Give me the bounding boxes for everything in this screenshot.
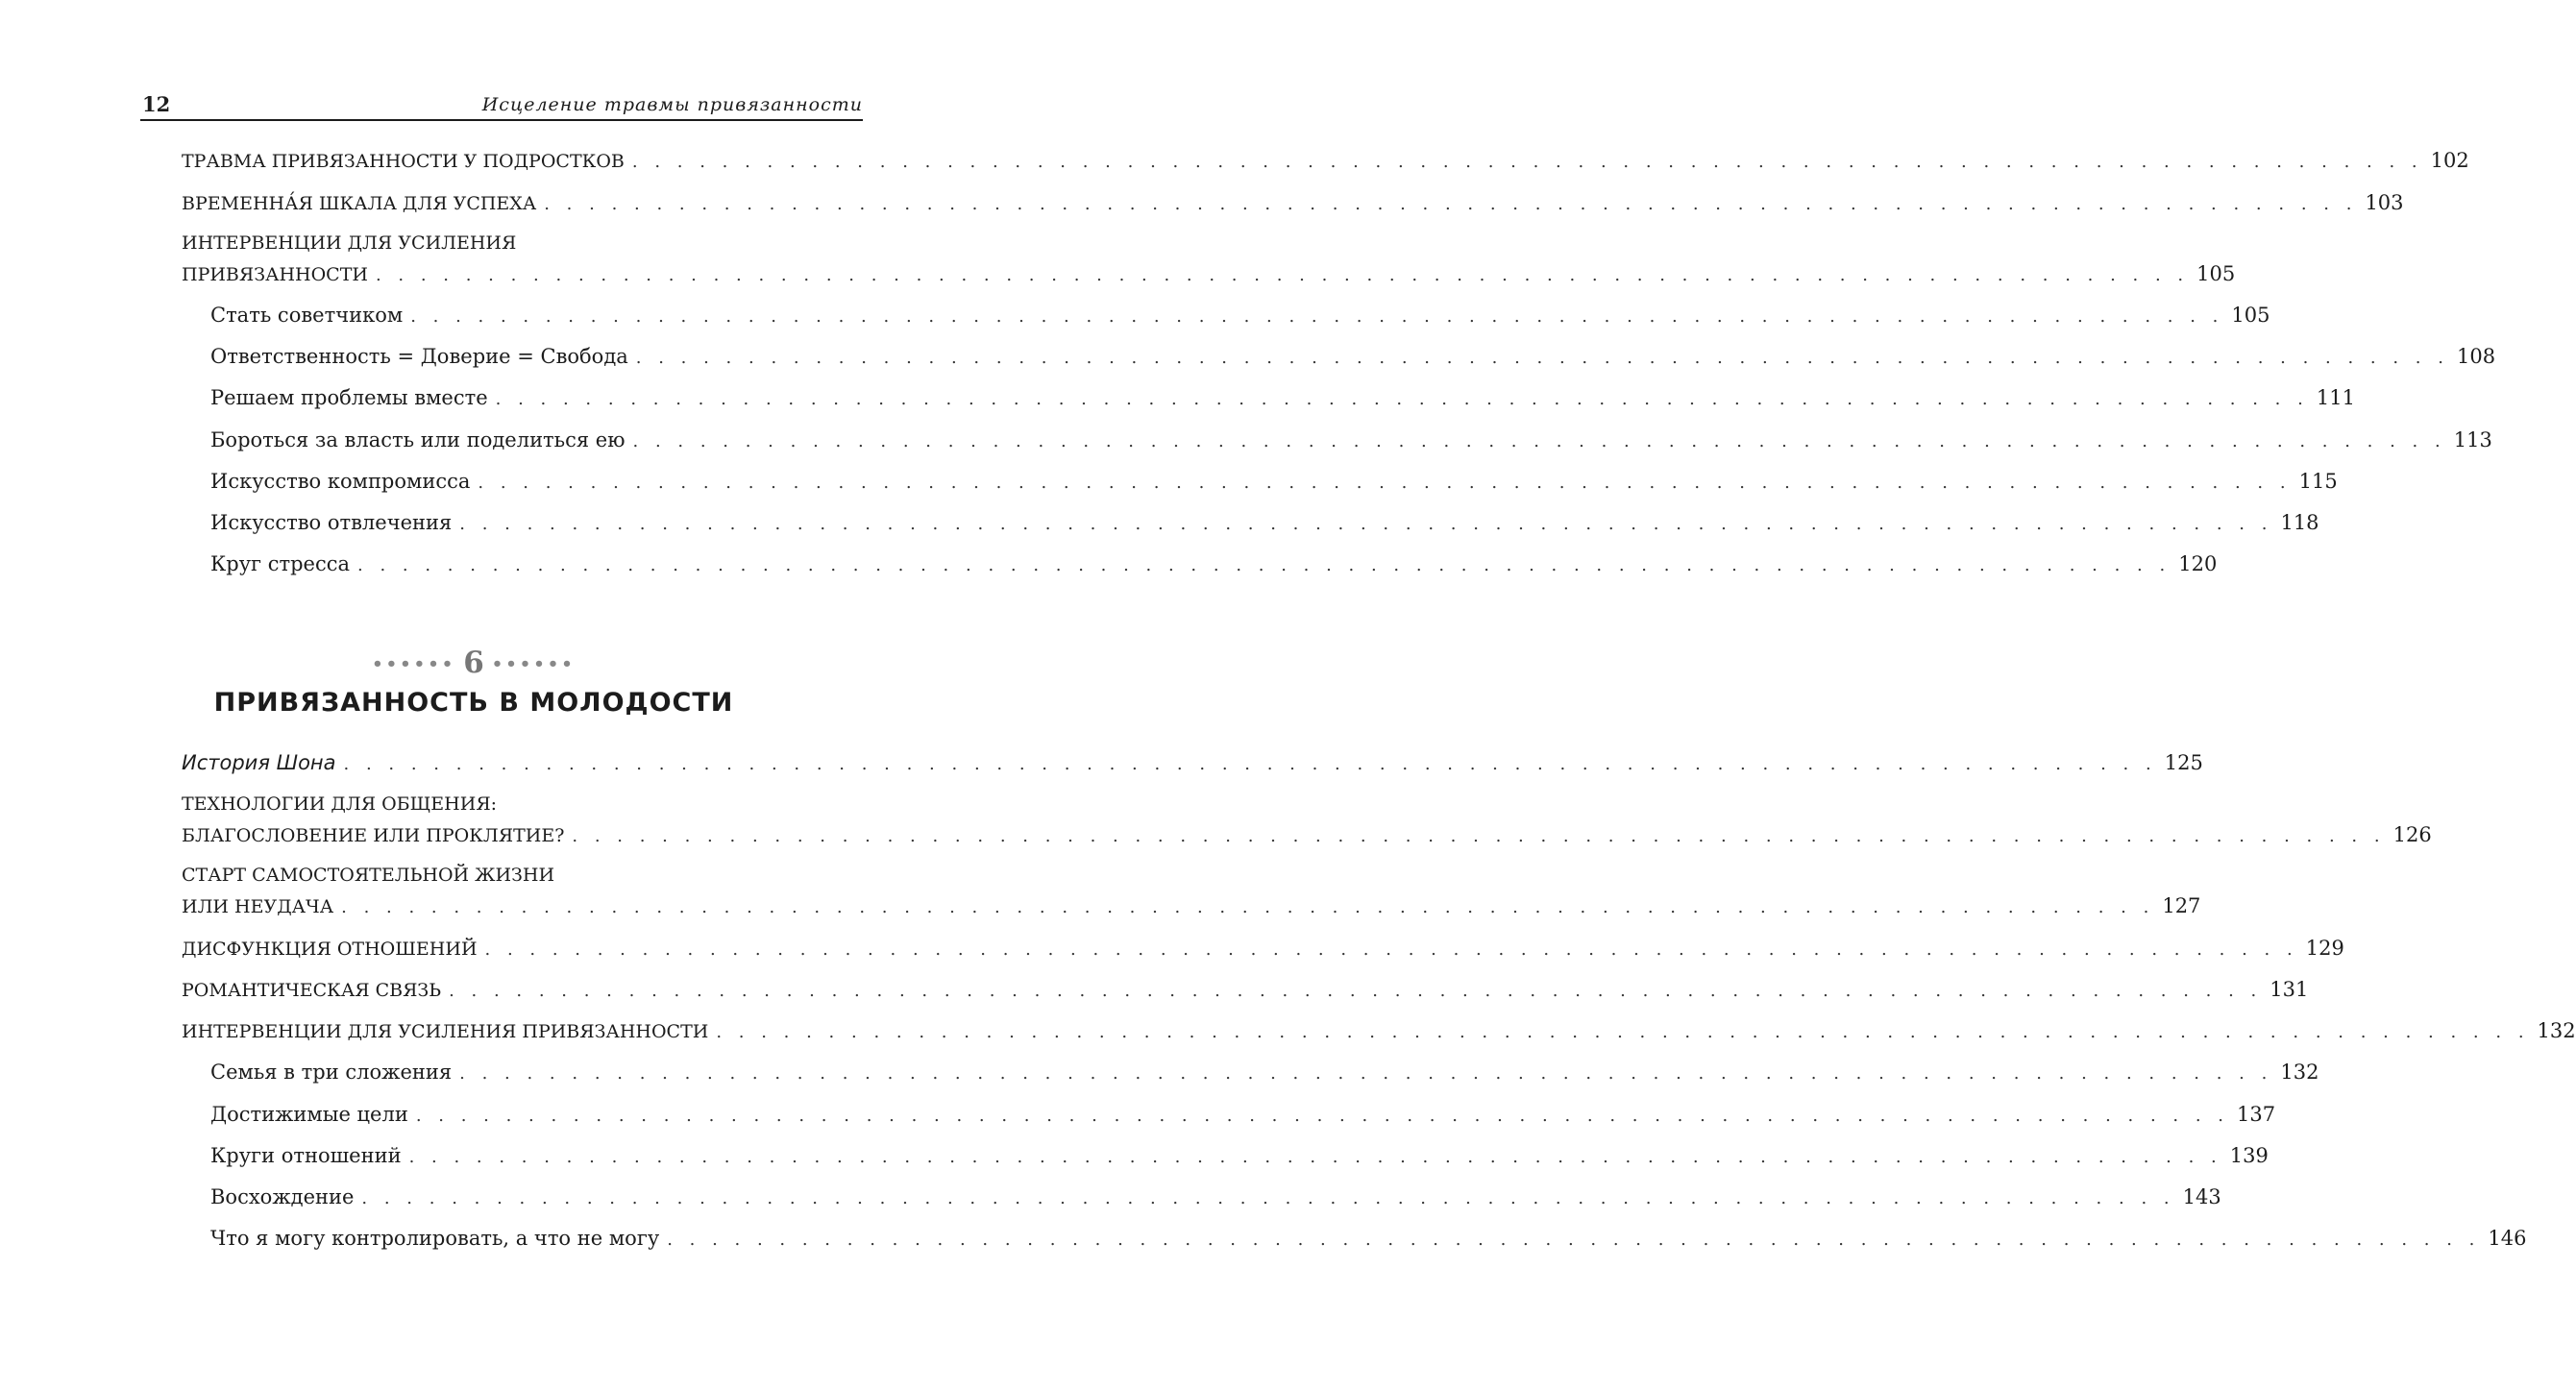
- toc-subentry[interactable]: [210, 345, 2496, 374]
- toc-entry[interactable]: [182, 823, 2432, 852]
- toc-entry-page: 105: [2231, 304, 2270, 327]
- toc-leader-dots: . . . . . . . . . . . . . . . . . . . . . . . . . . . . . . . . . . . . . . . . . . . . . . . . . . . . . . . . . . . . . . . . . . . . . . . . . . . . . . . .: [631, 152, 2423, 172]
- toc-entry-label-cont: ПРИВЯЗАННОСТИ: [182, 264, 368, 285]
- page-number: 12: [142, 92, 171, 116]
- toc-leader-dots: . . . . . . . . . . . . . . . . . . . . . . . . . . . . . . . . . . . . . . . . . . . . . . . . . . . . . . . . . . . . . . . . . . . . . . . . . . . . . . . . .: [341, 897, 2155, 917]
- toc-leader-dots: . . . . . . . . . . . . . . . . . . . . . . . . . . . . . . . . . . . . . . . . . . . . . . . . . . . . . . . . . . . . . . . . . . . . . . . . . . . . . . . . .: [410, 306, 2224, 327]
- toc-leader-dots: . . . . . . . . . . . . . . . . . . . . . . . . . . . . . . . . . . . . . . . . . . . . . . . . . . . . . . . . . . . . . . . . . . . . . . . . . . . . . . . . .: [716, 1022, 2530, 1042]
- toc-subentry[interactable]: [210, 552, 2218, 581]
- toc-entry-page: 125: [2164, 751, 2203, 774]
- toc-subentry[interactable]: [210, 1185, 2221, 1214]
- toc-entry-page: 118: [2280, 511, 2319, 534]
- toc-entry-page: 146: [2488, 1227, 2527, 1250]
- toc-entry-page: 126: [2392, 823, 2432, 846]
- toc-entry-page: 111: [2316, 386, 2355, 409]
- toc-subentry[interactable]: [210, 1061, 2319, 1089]
- toc-entry-page: 132: [2537, 1019, 2576, 1042]
- toc-leader-dots: . . . . . . . . . . . . . . . . . . . . . . . . . . . . . . . . . . . . . . . . . . . . . . . . . . . . . . . . . . . . . . . . . . . . . . . . . . . . . . . . .: [361, 1188, 2175, 1208]
- toc-entry-first-line[interactable]: [182, 865, 822, 893]
- toc-subentry[interactable]: [210, 470, 2338, 499]
- toc-entry-page: 131: [2269, 978, 2309, 1001]
- toc-leader-dots: . . . . . . . . . . . . . . . . . . . . . . . . . . . . . . . . . . . . . . . . . . . . . . . . . . . . . . . . . . . . . . . . . . . . . . . . . . . . . . . . .: [357, 555, 2171, 575]
- toc-leader-dots: . . . . . . . . . . . . . . . . . . . . . . . . . . . . . . . . . . . . . . . . . . . . . . . . . . . . . . . . . . . . . . . . . . . . . . . . . . . . . . . . .: [635, 348, 2449, 368]
- toc-leader-dots: . . . . . . . . . . . . . . . . . . . . . . . . . . . . . . . . . . . . . . . . . . . . . . . . . . . . . . . . . . . . . . . . . . . . . . . . . . . . . . . . .: [459, 1063, 2273, 1084]
- toc-leader-dots: . . . . . . . . . . . . . . . . . . . . . . . . . . . . . . . . . . . . . . . . . . . . . . . . . . . . . . . . . . . . . . . . . . . . . . . . . . . . . . . . .: [495, 389, 2309, 409]
- toc-subentry[interactable]: [210, 386, 2355, 415]
- toc-leader-dots: . . . . . . . . . . . . . . . . . . . . . . . . . . . . . . . . . . . . . . . . . . . . . . . . . . . . . . . . . . . . . . . . . . . . . . . . . . . . . . . . .: [449, 981, 2263, 1001]
- toc-entry-label-cont: БЛАГОСЛОВЕНИЕ ИЛИ ПРОКЛЯТИЕ?: [182, 825, 565, 846]
- toc-entry[interactable]: [182, 149, 2469, 178]
- toc-entry-first-line[interactable]: [182, 793, 822, 822]
- toc-entry-page: 105: [2196, 262, 2236, 285]
- toc-entry[interactable]: [182, 937, 2344, 965]
- toc-leader-dots: . . . . . . . . . . . . . . . . . . . . . . . . . . . . . . . . . . . . . . . . . . . . . . . . . . . . . . . . . . . . . . . . . . . . . . . . . . . . . . . . .: [375, 265, 2190, 285]
- toc-entry-page: 115: [2298, 470, 2338, 493]
- ornament-dots-right: ••••••: [491, 654, 576, 674]
- toc-leader-dots: . . . . . . . . . . . . . . . . . . . . . . . . . . . . . . . . . . . . . . . . . . . . . . . . . . . . . . . . . . . . . . . . . . . . . . . . . . . . . . . . .: [484, 939, 2298, 960]
- toc-leader-dots: . . . . . . . . . . . . . . . . . . . . . . . . . . . . . . . . . . . . . . . . . . . . . . . . . . . . . . . . . . . . . . . . . . . . . . . . . . . . . . . . .: [478, 473, 2292, 493]
- toc-leader-dots: . . . . . . . . . . . . . . . . . . . . . . . . . . . . . . . . . . . . . . . . . . . . . . . . . . . . . . . . . . . . . . . . . . . . . . . . . . . . . . . . .: [667, 1230, 2481, 1250]
- toc-leader-dots: . . . . . . . . . . . . . . . . . . . . . . . . . . . . . . . . . . . . . . . . . . . . . . . . . . . . . . . . . . . . . . . . . . . . . . . . . . . . . . . . .: [415, 1106, 2230, 1126]
- toc-leader-dots: . . . . . . . . . . . . . . . . . . . . . . . . . . . . . . . . . . . . . . . . . . . . . . . . . . . . . . . . . . . . . . . . . . . . . . . . . . . . . . . . .: [632, 431, 2446, 451]
- toc-subentry[interactable]: [210, 428, 2492, 457]
- toc-entry-page: 143: [2182, 1185, 2221, 1208]
- toc-subentry[interactable]: [210, 304, 2270, 332]
- book-title: Исцеление травмы привязанности: [481, 94, 863, 115]
- toc-entry-first-line[interactable]: [182, 232, 822, 261]
- toc-entry[interactable]: [182, 978, 2309, 1007]
- toc-entry-label: Круг стресса: [210, 552, 351, 575]
- toc-entry-page: 108: [2456, 345, 2496, 368]
- toc-entry-page: 127: [2162, 894, 2201, 917]
- ornament-dots-left: ••••••: [372, 654, 456, 674]
- toc-subentry[interactable]: [210, 1144, 2269, 1173]
- toc-entry-label: История Шона: [182, 751, 336, 774]
- toc-entry-label: ИНТЕРВЕНЦИИ ДЛЯ УСИЛЕНИЯ ПРИВЯЗАННОСТИ: [182, 1021, 709, 1042]
- toc-entry-page: 120: [2178, 552, 2218, 575]
- toc-entry-label: ИНТЕРВЕНЦИИ ДЛЯ УСИЛЕНИЯ: [182, 232, 517, 254]
- toc-entry-page: 113: [2453, 428, 2492, 451]
- toc-entry[interactable]: [182, 751, 2203, 780]
- toc-entry-label: Решаем проблемы вместе: [210, 386, 488, 409]
- toc-entry[interactable]: [182, 262, 2236, 291]
- chapter-number: 6: [463, 646, 484, 680]
- toc-entry-label: Круги отношений: [210, 1144, 402, 1167]
- toc-entry-label: ТЕХНОЛОГИИ ДЛЯ ОБЩЕНИЯ:: [182, 793, 498, 815]
- toc-entry-page: 129: [2305, 937, 2344, 960]
- toc-subentry[interactable]: [210, 1103, 2276, 1132]
- toc-entry-label: Достижимые цели: [210, 1103, 408, 1126]
- toc-entry-label: Семья в три сложения: [210, 1061, 453, 1084]
- toc-entry-label: Восхождение: [210, 1185, 355, 1208]
- toc-subentry[interactable]: [210, 1227, 2527, 1256]
- toc-leader-dots: . . . . . . . . . . . . . . . . . . . . . . . . . . . . . . . . . . . . . . . . . . . . . . . . . . . . . . . . . . . . . . . . . . . . . . . . . . . . . . . . .: [459, 514, 2273, 534]
- toc-entry-page: 137: [2237, 1103, 2276, 1126]
- toc-entry-label: ДИСФУНКЦИЯ ОТНОШЕНИЙ: [182, 939, 478, 960]
- toc-entry-page: 102: [2430, 149, 2469, 172]
- toc-subentry[interactable]: [210, 511, 2319, 540]
- chapter-number-marker: [0, 646, 947, 680]
- toc-leader-dots: . . . . . . . . . . . . . . . . . . . . . . . . . . . . . . . . . . . . . . . . . . . . . . . . . . . . . . . . . . . . . . . . . . . . . . . . . . . . . . . . .: [544, 194, 2358, 214]
- toc-entry-label: Что я могу контролировать, а что не могу: [210, 1227, 660, 1250]
- toc-entry[interactable]: [182, 1019, 2576, 1048]
- toc-entry-label: Бороться за власть или поделиться ею: [210, 428, 626, 451]
- toc-entry-label: ВРЕМЕННА́Я ШКАЛА ДЛЯ УСПЕХА: [182, 193, 537, 214]
- toc-leader-dots: . . . . . . . . . . . . . . . . . . . . . . . . . . . . . . . . . . . . . . . . . . . . . . . . . . . . . . . . . . . . . . . . . . . . . . . . . . . . . . . . .: [572, 826, 2386, 846]
- toc-entry-label-cont: ИЛИ НЕУДАЧА: [182, 896, 334, 917]
- toc-entry-label: Стать советчиком: [210, 304, 404, 327]
- toc-entry-label: Искусство отвлечения: [210, 511, 453, 534]
- toc-entry-label: Ответственность = Доверие = Свобода: [210, 345, 628, 368]
- toc-entry-page: 132: [2280, 1061, 2319, 1084]
- toc-entry-label: РОМАНТИЧЕСКАЯ СВЯЗЬ: [182, 980, 442, 1001]
- toc-entry-label: Искусство компромисса: [210, 470, 471, 493]
- toc-leader-dots: . . . . . . . . . . . . . . . . . . . . . . . . . . . . . . . . . . . . . . . . . . . . . . . . . . . . . . . . . . . . . . . . . . . . . . . . . . . . . . . . .: [343, 754, 2157, 774]
- chapter-title: ПРИВЯЗАННОСТЬ В МОЛОДОСТИ: [213, 688, 734, 718]
- running-head: [140, 90, 863, 121]
- toc-entry[interactable]: [182, 191, 2404, 220]
- toc-entry-page: 139: [2229, 1144, 2269, 1167]
- toc-entry-page: 103: [2365, 191, 2404, 214]
- toc-entry[interactable]: [182, 894, 2201, 923]
- toc-entry-label: ТРАВМА ПРИВЯЗАННОСТИ У ПОДРОСТКОВ: [182, 151, 625, 172]
- toc-leader-dots: . . . . . . . . . . . . . . . . . . . . . . . . . . . . . . . . . . . . . . . . . . . . . . . . . . . . . . . . . . . . . . . . . . . . . . . . . . . . . . . . .: [408, 1147, 2222, 1167]
- toc-entry-label: СТАРТ САМОСТОЯТЕЛЬНОЙ ЖИЗНИ: [182, 865, 555, 886]
